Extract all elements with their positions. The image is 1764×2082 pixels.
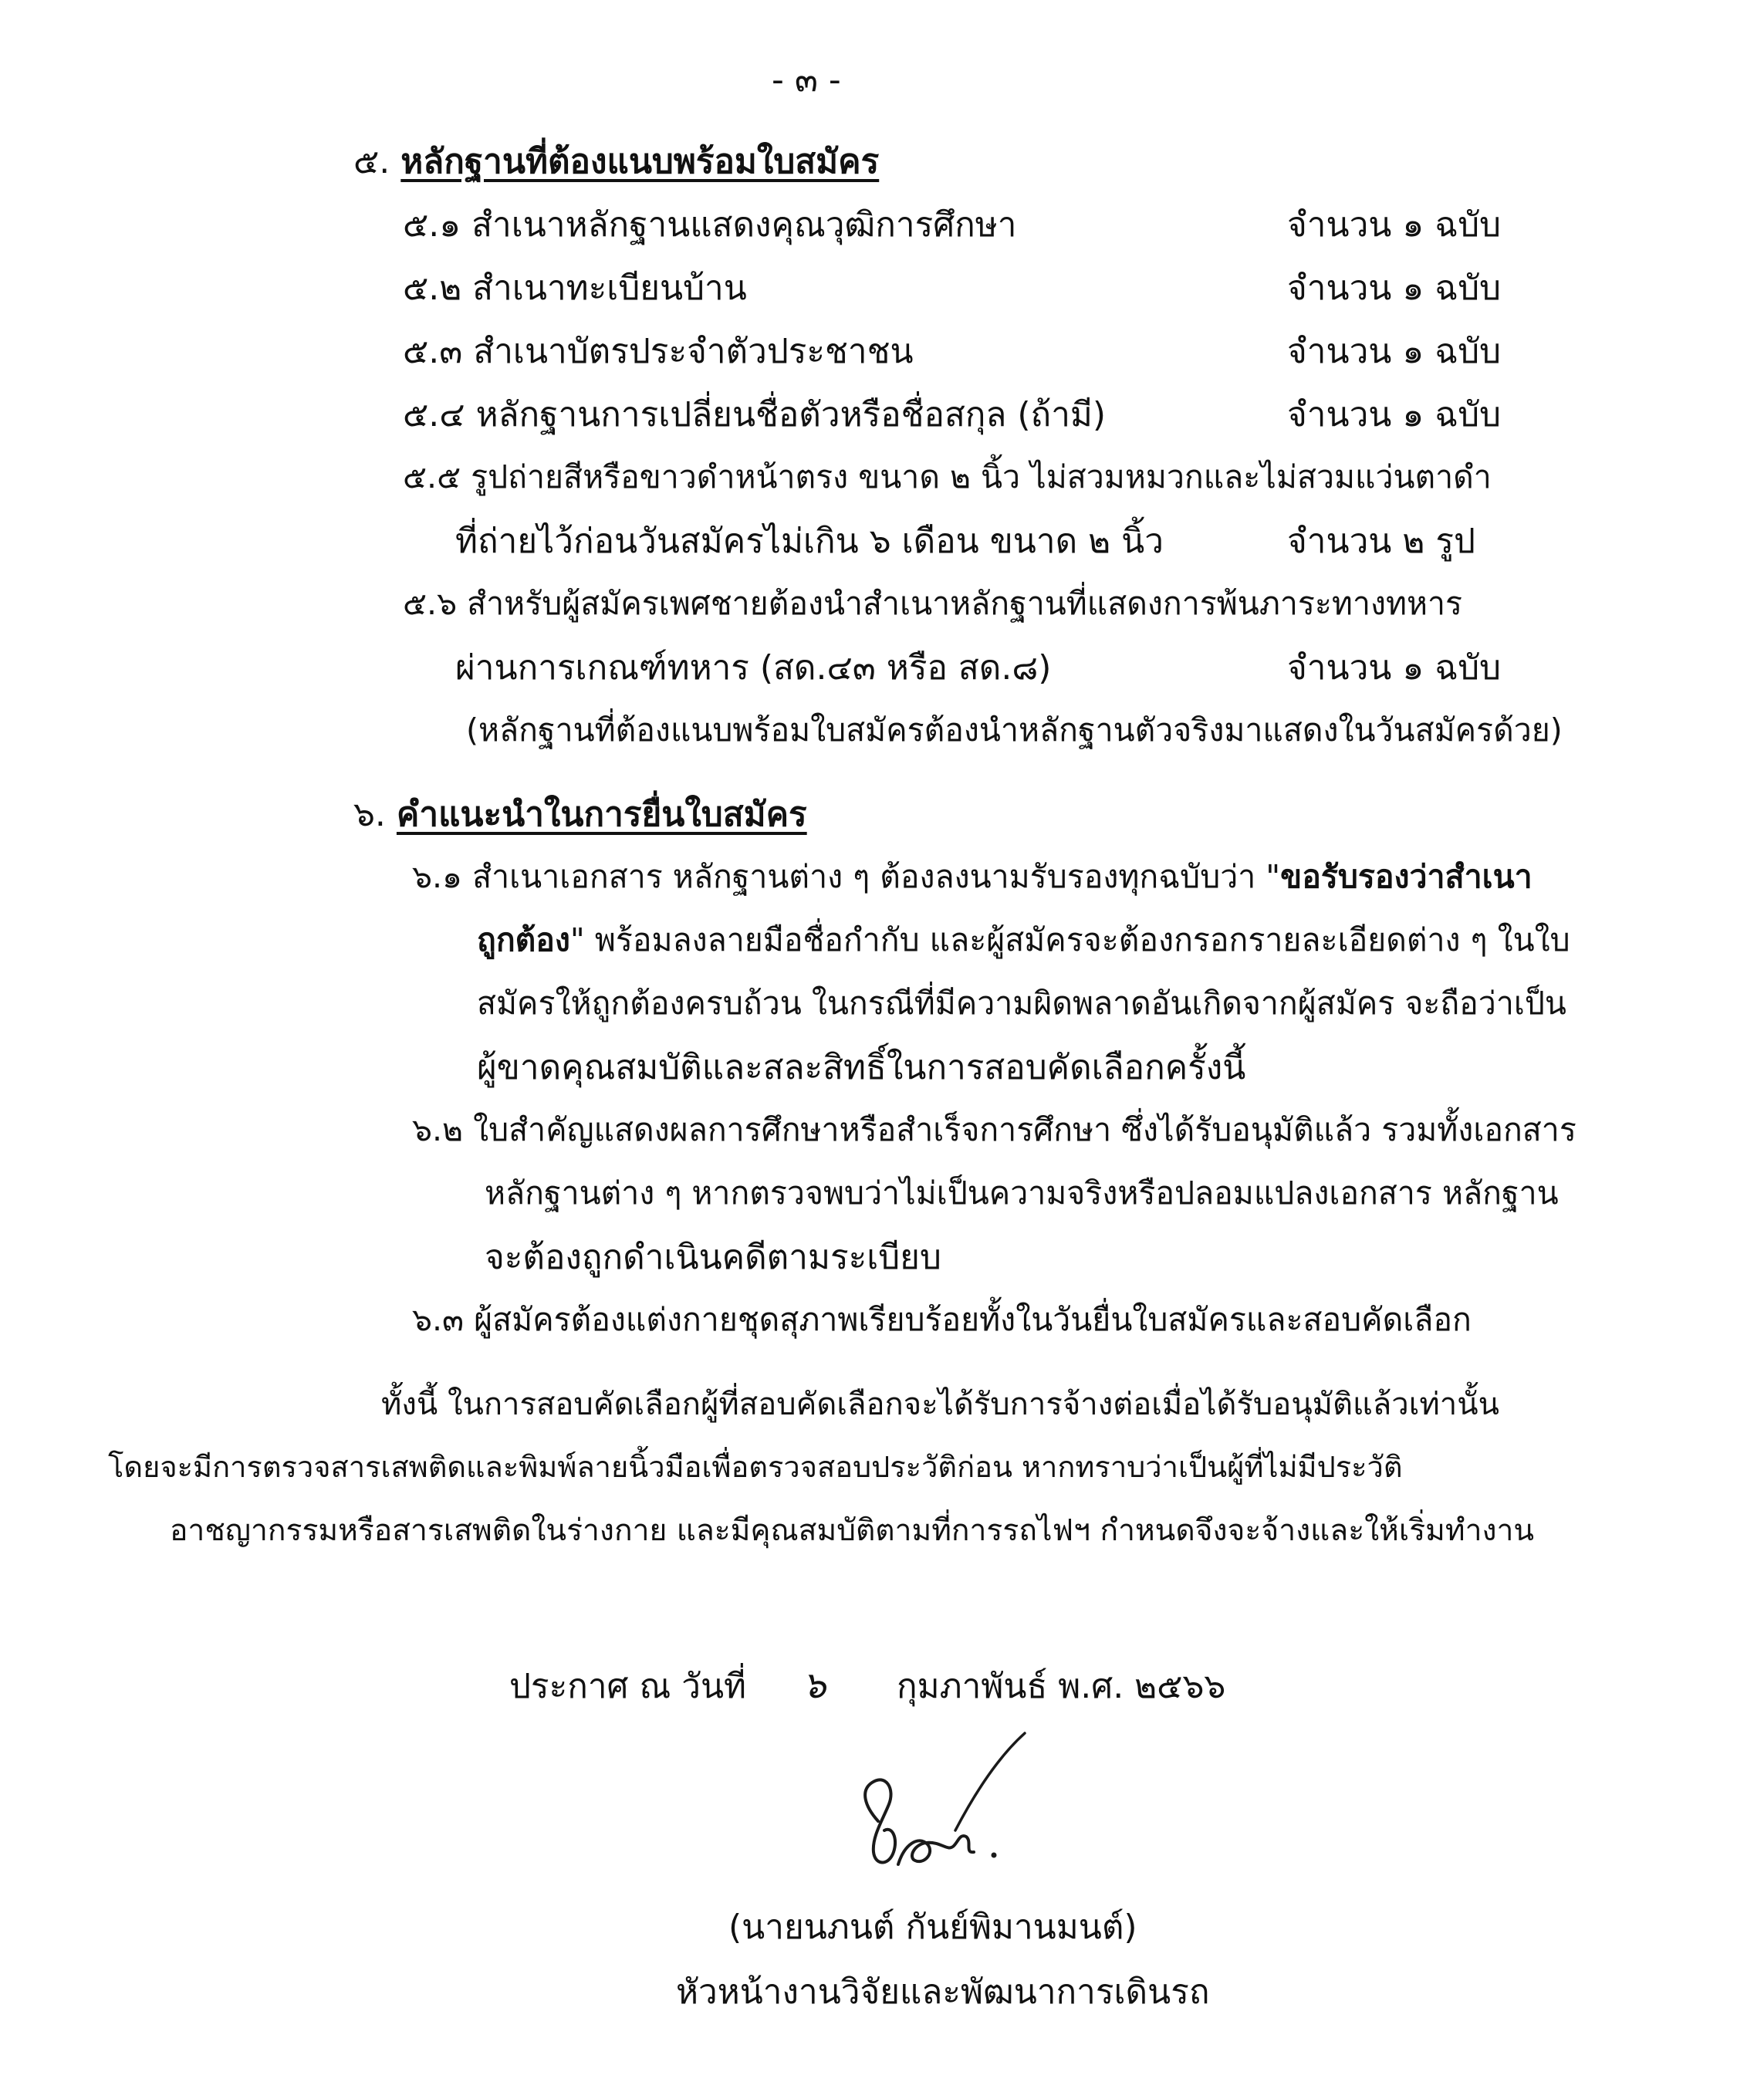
signature-image [818,1729,1049,1914]
item-continuation: ผ่านการเกณฑ์ทหาร (สด.๔๓ หรือ สด.๘) [455,648,1052,688]
announce-month-year: กุมภาพันธ์ พ.ศ. ๒๕๖๖ [897,1667,1226,1706]
item-6-1-bold: ถูกต้อง [477,921,570,958]
item-6-1-line4: ผู้ขาดคุณสมบัติและสละสิทธิ์ในการสอบคัดเลือกครั้งนี้ [477,1048,1246,1087]
item-6-3: ๖.๓ ผู้สมัครต้องแต่งกายชุดสุภาพเรียบร้อยทั้งในวันยื่นใบสมัครและสอบคัดเลือก [412,1301,1472,1338]
item-qty: จำนวน ๑ ฉบับ [1287,648,1502,688]
section5-number: ๕. [353,142,390,181]
item-qty: จำนวน ๑ ฉบับ [1287,269,1502,308]
item-label: ๕.๔ หลักฐานการเปลี่ยนชื่อตัวหรือชื่อสกุล (ถ้ามี) [403,395,1107,434]
item-qty: จำนวน ๒ รูป [1287,522,1475,561]
item-6-1-bold: ขอรับรองว่าสำเนา [1280,858,1533,895]
item-6-1-line1 [412,858,1533,895]
signer-name: (นายนภนต์ กันย์พิมานมนต์) [728,1908,1137,1947]
closing-line2: โดยจะมีการตรวจสารเสพติดและพิมพ์ลายนิ้วมือเพื่อตรวจสอบประวัติก่อน หากทราบว่าเป็นผู้ที่ไม่มีประวัติ [108,1450,1403,1484]
page-number: - ๓ - [772,60,841,100]
item-qty: จำนวน ๑ ฉบับ [1287,395,1502,434]
announce-day: ๖ [803,1664,826,1707]
item-label: ๕.๒ สำเนาทะเบียนบ้าน [403,269,747,308]
item-6-2-line2: หลักฐานต่าง ๆ หากตรวจพบว่าไม่เป็นความจริงหรือปลอมแปลงเอกสาร หลักฐาน [485,1175,1559,1212]
signer-position: หัวหน้างานวิจัยและพัฒนาการเดินรถ [676,1972,1210,2012]
item-label: ๕.๑ สำเนาหลักฐานแสดงคุณวุฒิการศึกษา [403,205,1017,245]
section5-title: หลักฐานที่ต้องแนบพร้อมใบสมัคร [400,142,880,181]
item-label: ๕.๖ สำหรับผู้สมัครเพศชายต้องนำสำเนาหลักฐานที่แสดงการพ้นภาระทางทหาร [403,585,1463,622]
item-6-1-line3: สมัครให้ถูกต้องครบถ้วน ในกรณีที่มีความผิดพลาดอันเกิดจากผู้สมัคร จะถือว่าเป็น [477,985,1566,1022]
announce-prefix: ประกาศ ณ วันที่ [509,1667,747,1706]
section6-title: คำแนะนำในการยื่นใบสมัคร [396,795,807,834]
section6-number: ๖. [353,795,386,834]
item-6-2-line1: ๖.๒ ใบสำคัญแสดงผลการศึกษาหรือสำเร็จการศึกษา ซึ่งได้รับอนุมัติแล้ว รวมทั้งเอกสาร [412,1111,1576,1148]
section5-note: (หลักฐานที่ต้องแนบพร้อมใบสมัครต้องนำหลักฐานตัวจริงมาแสดงในวันสมัครด้วย) [466,711,1563,749]
item-6-2-line3: จะต้องถูกดำเนินคดีตามระเบียบ [485,1238,941,1277]
item-continuation: ที่ถ่ายไว้ก่อนวันสมัครไม่เกิน ๖ เดือน ขนาด ๒ นิ้ว [455,522,1164,561]
item-label: ๕.๓ สำเนาบัตรประจำตัวประชาชน [403,332,914,371]
item-6-1-line2 [477,921,1570,958]
item-6-1-text: " พร้อมลงลายมือชื่อกำกับ และผู้สมัครจะต้องกรอกรายละเอียดต่าง ๆ ในใบ [569,921,1570,958]
closing-line3: อาชญากรรมหรือสารเสพติดในร่างกาย และมีคุณสมบัติตามที่การรถไฟฯ กำหนดจึงจะจ้างและให้เริ่มทำงาน [170,1513,1535,1548]
item-6-1-text: ๖.๑ สำเนาเอกสาร หลักฐานต่าง ๆ ต้องลงนามรับรองทุกฉบับว่า " [412,858,1281,895]
section6-heading [353,795,807,834]
closing-line1: ทั้งนี้ ในการสอบคัดเลือกผู้ที่สอบคัดเลือกจะได้รับการจ้างต่อเมื่อได้รับอนุมัติแล้วเท่านั้น [381,1387,1499,1422]
item-qty: จำนวน ๑ ฉบับ [1287,332,1502,371]
item-qty: จำนวน ๑ ฉบับ [1287,205,1502,245]
section5-heading [353,142,880,181]
item-label: ๕.๕ รูปถ่ายสีหรือขาวดำหน้าตรง ขนาด ๒ นิ้ว ไม่สวมหมวกและไม่สวมแว่นตาดำ [403,458,1492,495]
